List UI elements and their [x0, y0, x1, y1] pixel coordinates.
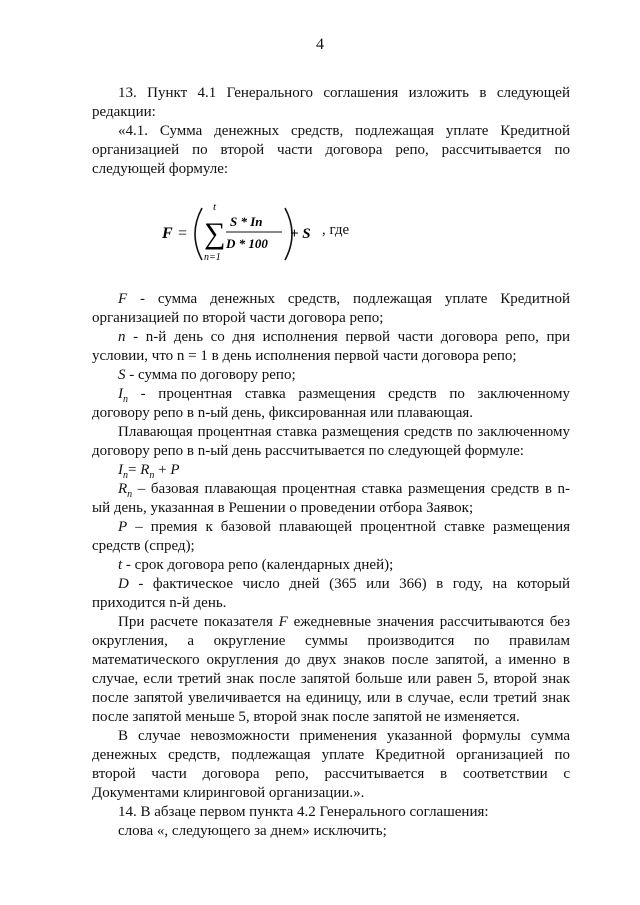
- def-p-text: – премия к базовой плавающей процентной ставке размещения: [135, 519, 571, 535]
- def-r-text: – базовая плавающая процентная ставка размещения средств в n-: [137, 481, 570, 497]
- rounding-line-4: случае, если третий знак после запятой больше или равен 5, второй знак: [92, 671, 570, 687]
- symbol-i: I: [118, 386, 123, 402]
- formula-where: , где: [322, 222, 350, 238]
- formula-denominator: D * 100: [226, 236, 268, 251]
- def-i-text: - процентная ставка размещения средств по заключенному: [140, 386, 571, 402]
- def-f-line-1: [118, 290, 570, 309]
- def-f-text: - сумма денежных средств, подлежащая уплате Кредитной: [140, 291, 571, 307]
- symbol-f: F: [118, 291, 128, 307]
- formula-sum-lower: n=1: [204, 252, 221, 263]
- float-rate-formula: $I_n= R_n + P$: [118, 462, 180, 481]
- paragraph-14-line-2: слова «, следующего за днем» исключить;: [118, 823, 387, 839]
- def-d-line-1: [118, 575, 570, 594]
- impossibility-line-1: В случае невозможности применения указанной формулы сумма: [118, 728, 570, 744]
- symbol-r-sub: n: [127, 489, 133, 500]
- rounding-line-1: [118, 613, 570, 632]
- rounding-line-6: после запятой меньше 5, второй знак после запятой не изменяется.: [92, 709, 520, 725]
- eq-p: P: [170, 462, 180, 478]
- clause-4-1-line-1: «4.1. Сумма денежных средств, подлежащая уплате Кредитной: [118, 123, 570, 139]
- formula-lhs: F: [162, 225, 173, 242]
- formula-plus-s: + S: [290, 226, 311, 242]
- impossibility-line-2: денежных средств, подлежащая уплате Кредитной организацией по: [92, 747, 570, 763]
- def-r-line-2: ый день, указанная в Решении о проведении отбора Заявок;: [92, 500, 474, 516]
- eq-i-sub: n: [123, 470, 128, 481]
- repo-sum-formula: [158, 200, 418, 268]
- formula-left-paren: [195, 208, 202, 260]
- rounding-line-2: округления, а округление суммы производится по правилам: [92, 633, 570, 649]
- def-t-text: - срок договора репо (календарных дней);: [125, 557, 394, 573]
- symbol-s: S: [118, 367, 126, 383]
- float-rate-line-1: Плавающая процентная ставка размещения средств по заключенному: [118, 424, 570, 440]
- formula-sum-sigma: ∑: [204, 217, 226, 250]
- eq-r: R: [140, 462, 150, 478]
- paragraph-14-line-1: 14. В абзаце первом пункта 4.2 Генерального соглашения:: [118, 804, 489, 820]
- def-i-line-2: договору репо в n-ый день, фиксированная или плавающая.: [92, 405, 474, 421]
- rounding-text-b: ежедневные значения рассчитываются без: [293, 614, 570, 630]
- rounding-line-5: после запятой увеличивается на единицу, или в случае, если третий знак: [92, 690, 570, 706]
- eq-i: I: [118, 462, 123, 478]
- paragraph-13-line-1: 13. Пункт 4.1 Генерального соглашения изложить в следующей: [118, 85, 570, 101]
- def-p-line-2: средств (спред);: [92, 538, 195, 554]
- def-n-line-2: условии, что n = 1 в день исполнения первой части договора репо;: [92, 348, 517, 364]
- def-s-text: - сумма по договору репо;: [129, 367, 296, 383]
- rounding-symbol-f: F: [278, 614, 288, 630]
- formula-sum-upper: t: [213, 201, 217, 213]
- symbol-i-sub: n: [123, 394, 128, 405]
- clause-4-1-line-2: организацией по второй части договора репо, рассчитывается по: [92, 142, 570, 158]
- def-t-line: [118, 556, 570, 575]
- symbol-t: t: [118, 557, 123, 573]
- symbol-d: D: [118, 576, 129, 592]
- symbol-r: R: [118, 481, 128, 497]
- formula-numerator: S * In: [230, 214, 263, 229]
- symbol-p: P: [118, 519, 128, 535]
- def-f-line-2: организацией по второй части договора репо;: [92, 310, 384, 326]
- formula-equals: =: [178, 225, 188, 242]
- rounding-line-3: математического округления до двух знаков после запятой, а именно в: [92, 652, 570, 668]
- def-d-line-2: приходится n-й день.: [92, 595, 227, 611]
- rounding-text-a: При расчете показателя: [118, 614, 273, 630]
- paragraph-13-line-2: редакции:: [92, 104, 156, 120]
- def-p-line-1: [118, 518, 570, 537]
- def-d-text: - фактическое число дней (365 или 366) в году, на который: [138, 576, 570, 592]
- impossibility-line-3: второй части договора репо, рассчитывается в соответствии с: [92, 766, 570, 782]
- eq-plus: +: [158, 462, 167, 478]
- float-rate-line-2: договору репо в n-ый день рассчитывается по следующей формуле:: [92, 443, 524, 459]
- def-n-text: - n-й день со дня исполнения первой части договора репо, при: [133, 329, 571, 345]
- def-s-line: [118, 366, 570, 385]
- def-n-line-1: [118, 328, 570, 347]
- impossibility-line-4: Документами клиринговой организации.».: [92, 785, 365, 801]
- clause-4-1-line-3: следующей формуле:: [92, 161, 229, 177]
- symbol-n: n: [118, 329, 126, 345]
- page-number: 4: [316, 36, 324, 53]
- eq-r-sub: n: [149, 470, 155, 481]
